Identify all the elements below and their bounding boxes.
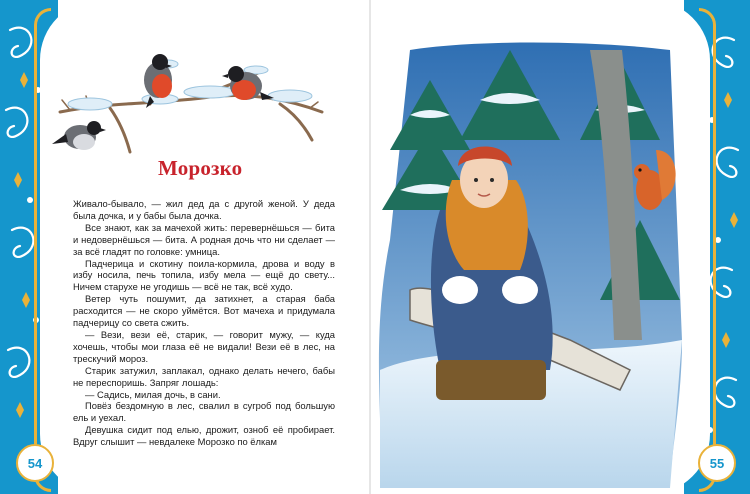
story-body <box>73 198 335 448</box>
paragraph: Старик затужил, заплакал, однако делать нечего, бабы не переспоришь. Запряг лошадь: <box>73 364 335 388</box>
paragraph: Девушка сидит под елью, дрожит, озноб её пробирает. Вдруг слышит — невдалеке Морозко по ёлкам <box>73 424 335 448</box>
page-number-right: 55 <box>698 444 736 482</box>
bullfinch-icon <box>52 121 106 150</box>
paragraph: Все знают, как за мачехой жить: перевернёшься — бита и недовернёшься — бита. А родная дочь что ни сделает — за всё гладят по головке: умница. <box>73 221 335 257</box>
paragraph: Падчерица и скотину поила-кормила, дрова и воду в избу носила, печь топила, избу мела — ещё до свету... Ничем старухе не угодишь — всё не так, всё худо. <box>73 257 335 293</box>
winter-forest-illustration <box>370 40 690 488</box>
paragraph: Живало-бывало, — жил дед да с другой женой. У деда была дочка, и у бабы была дочка. <box>73 198 335 221</box>
left-gold-frame <box>34 8 51 492</box>
paragraph: — Садись, милая дочь, в сани. <box>85 388 221 400</box>
paragraph: Повёз бездомную в лес, свалил в сугроб под большую ель и уехал. <box>73 400 335 424</box>
right-gold-frame <box>699 8 716 492</box>
page-number-left: 54 <box>16 444 54 482</box>
bullfinches-illustration <box>50 42 330 162</box>
story-title: Морозко <box>158 156 243 180</box>
paragraph: — Вези, вези её, старик, — говорит мужу, — куда хочешь, чтобы мои глаза её не видали! Вези её в лес, на трескучий мороз. <box>73 328 335 364</box>
paragraph: Ветер чуть пошумит, да затихнет, а старая баба расходится — не скоро уймётся. Вот мачеха и придумала падчерицу со света сжить. <box>73 293 335 329</box>
